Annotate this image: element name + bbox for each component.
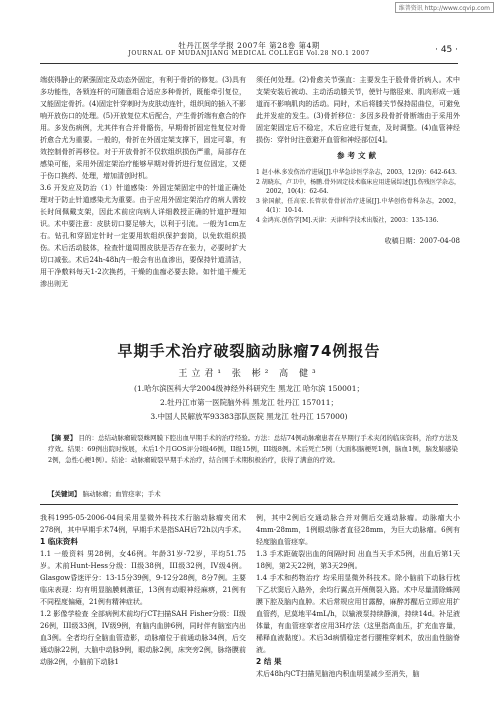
journal-name-cn: 牡丹江医学学报 2007年 第28卷 第4期 bbox=[178, 41, 320, 50]
body-paragraph: 我科1995-05-2006-04间采用显微外科技术行脑动脉瘤夹闭术278例，其中早期手术74例，早期手术是指SAH后72h以内手术。 bbox=[40, 514, 246, 534]
keywords-text: 脑动脉瘤；血管痉挛；手术 bbox=[82, 490, 161, 498]
reference-item: 2 胡晓东，卢卫中，杨鹏.骨外固定技术临床应用进展综述[J].伤残医学杂志，2002，10(4)：62-64. bbox=[256, 178, 460, 195]
section-heading: 2 结 果 bbox=[256, 657, 282, 666]
abstract-rule bbox=[40, 504, 458, 505]
watermark: 维普资讯 http://www.cqvip.com bbox=[395, 2, 494, 13]
prev-paragraph: 端获得静止的紧强固定及动态外固定，有利于骨折的修复。(3)具有多功能性，各锁连杆的可随意组合适应多种骨折，既能牵引复位，又能固定骨折。(4)固定针穿刺时为皮肤动连针，组织间的插入不影响开放伤口的处理。(5)开放复位术后配合，产生骨折端有愈合的作用。多发伤病例，尤其伴有合并骨骼伤，早期骨折固定性复位对骨折愈合尤为重要。一般的，骨折在外固定架支撑下，固定可靠，有效控制骨折再移位。对于开放骨折不仅软组织损伤严重，局部存在感染可能，采用外固定架治疗能够早期对骨折进行复位固定，又便于伤口换药、处理，增加清创时机。 bbox=[40, 76, 246, 180]
references-heading: 参考文献 bbox=[337, 151, 379, 160]
body-paragraph: 例，其中2例后交通动脉合并对侧后交通动脉瘤。动脉瘤大小4mm-28mm，1例眼动脉者直径28mm，为巨大动脉瘤。6例有轻度脑血管痉挛。 bbox=[256, 514, 460, 546]
prev-article-left-column bbox=[40, 74, 246, 290]
header-rule bbox=[40, 63, 458, 64]
article-right-column bbox=[256, 512, 460, 680]
body-paragraph: 1.1 一般资料 男28例，女46例。年龄31岁-72岁，平均51.75岁。术前Hunt-Hess分级：II级38例，III级32例，IV级4例。Glasgow昏迷评分：13-15分39例，9-12分28例，8分7例。主要临床表现：均有明显脑膜刺激征，13例有动眼神经麻痹，21例有不同程度偏瘫，21例有精神症状。 bbox=[40, 550, 246, 606]
article-authors: 王立君¹ 张 彬² 高 健³ bbox=[178, 369, 320, 379]
prev-paragraph: 须任何处理。(2)骨愈关节强直：主要发生于股骨骨折病人。术中支架安装后被动、主动活动膝关节，使针与髂胫束、肌肉形成一通道而不影响肌肉的活动。同时，术后将膝关节保持屈曲位，可避免此并发症的发生。(3)骨折移位：多因多段骨折骨断端由于采用外固定架固定后不稳定，术后应进行复查，及时调整。(4)血管神经损伤：穿针时注意避开血管和神经部位[4]。 bbox=[256, 76, 460, 144]
affiliation: 3.中国人民解放军93383部队医院 黑龙江 牡丹江 157000) bbox=[150, 412, 348, 421]
reference-item: 1 赵小林.多发伤治疗进展[J].中华急诊医学杂志，2003，12(9)：642-643. bbox=[256, 169, 457, 176]
keywords-label: 【关键词】 bbox=[48, 490, 81, 498]
section-heading: 1 临床资料 bbox=[40, 537, 78, 546]
keywords bbox=[48, 489, 458, 498]
abstract-text: 目的：总结动脉瘤破裂蛛网膜下腔出血早期手术的治疗经验。方法：总结74例动脉瘤患者在早期行手术夹闭的临床资料，治疗方法及疗效。结果：69例出院时恢展，术后1个月GOS评分I级46例，II级15例，III级8例。术后死亡5例（大面积脑梗死1例，脑血1例，脑发肺感染2例，急性心梗1例）。结论：动脉瘤破裂早期手术治疗，结合围手术期积极治疗，获得了满意的疗效。 bbox=[48, 434, 459, 464]
body-paragraph: 1.4 手术和药物治疗 均采用显微外科技术。除小脑前下动脉行枕下乙状窦后入路外，余均行翼点开颅侧裂入路。术中尽量清除蛛网膜下腔及脑内血肿。术后常规应用甘露醇，麻醉苏醒后立即应用扩血管药，尼莫地平4mL/h，以输液泵持续静滴，持续14d。补足液体量，有血管痉挛者应用3H疗法（这里指高血压，扩充血容量，稀释血液黏度）。术后3d病情稳定者行腰椎穿刺术，放出血性脑脊液。 bbox=[256, 574, 460, 654]
running-header bbox=[0, 42, 498, 58]
received-date: 收稿日期：2007-04-08 bbox=[384, 237, 460, 245]
prev-article-right-column bbox=[256, 74, 460, 247]
journal-name-en: JOURNAL OF MUDANJIANG MEDICAL COLLEGE Vol.28 NO.1 2007 bbox=[128, 50, 370, 57]
abstract-label: 【摘 要】 bbox=[48, 434, 77, 442]
article-left-column bbox=[40, 512, 246, 668]
reference-item: 3 徐国献，任高宏.长管状骨骨折治疗进展[J].中华创伤骨科杂志，2002，4(1)：10-14. bbox=[256, 197, 460, 214]
body-paragraph: 1.2 影像学检查 全部病例术前均行CT扫描SAH Fisher分级：II级26例，III级33例，IV级9例，有脑内血肿6例，同时伴有脑室内出血3例。全者均行全脑血管造影，动脉瘤位于前通动脉34例，后交通动脉22例，大脑中动脉9例，眼动脉2例，床突旁2例，脉络膜前动脉2例，小脑前下动脉1 bbox=[40, 610, 246, 666]
reference-item: 4 金鸿宾.创伤学[M].天津：天津科学技术出版社，2003：135-136. bbox=[256, 216, 439, 224]
abstract bbox=[48, 433, 458, 466]
body-paragraph: 术后48h内CT扫描见脑池内积血明显减少至消失，脑 bbox=[256, 670, 420, 678]
prev-paragraph: 3.6 开发应及防治（1）针道感染：外固定架固定中的针道正确处理对于防止针道感染尤为重要。由于应用外固定架治疗的病人需较长时间佩戴支架，因此术前应向病人详细教授正确的针道护理知识。术中要注意：皮肤切口要足够大，以利于引流。一般为1cm左右。钻孔和穿固定针时一定要用软组织保护套筒，以免软组织损伤。术后活动肢体，检查针道周围皮肤是否存在张力，必要时扩大切口减张。术后24h-48h内一般会有出血渗出，要保持针道清洁，用干净敷料每天1-2次换药，干燥的血痂必要去除。如针道干燥无渗出则无 bbox=[40, 184, 246, 288]
affiliation: 2.牡丹江市第一医院脑外科 黑龙江 牡丹江 157011； bbox=[160, 398, 338, 407]
body-paragraph: 1.3 手术距破裂出血的间隔时间 出血当天手术5例，出血后第1天18例，第2天22例，第3天29例。 bbox=[256, 550, 460, 570]
page-number: · 45 · bbox=[435, 45, 458, 55]
affiliation: (1.哈尔滨医科大学2004级神经外科研究生 黑龙江 哈尔滨 150001； bbox=[134, 384, 364, 393]
article-title: 早期手术治疗破裂脑动脉瘤74例报告 bbox=[117, 342, 381, 360]
